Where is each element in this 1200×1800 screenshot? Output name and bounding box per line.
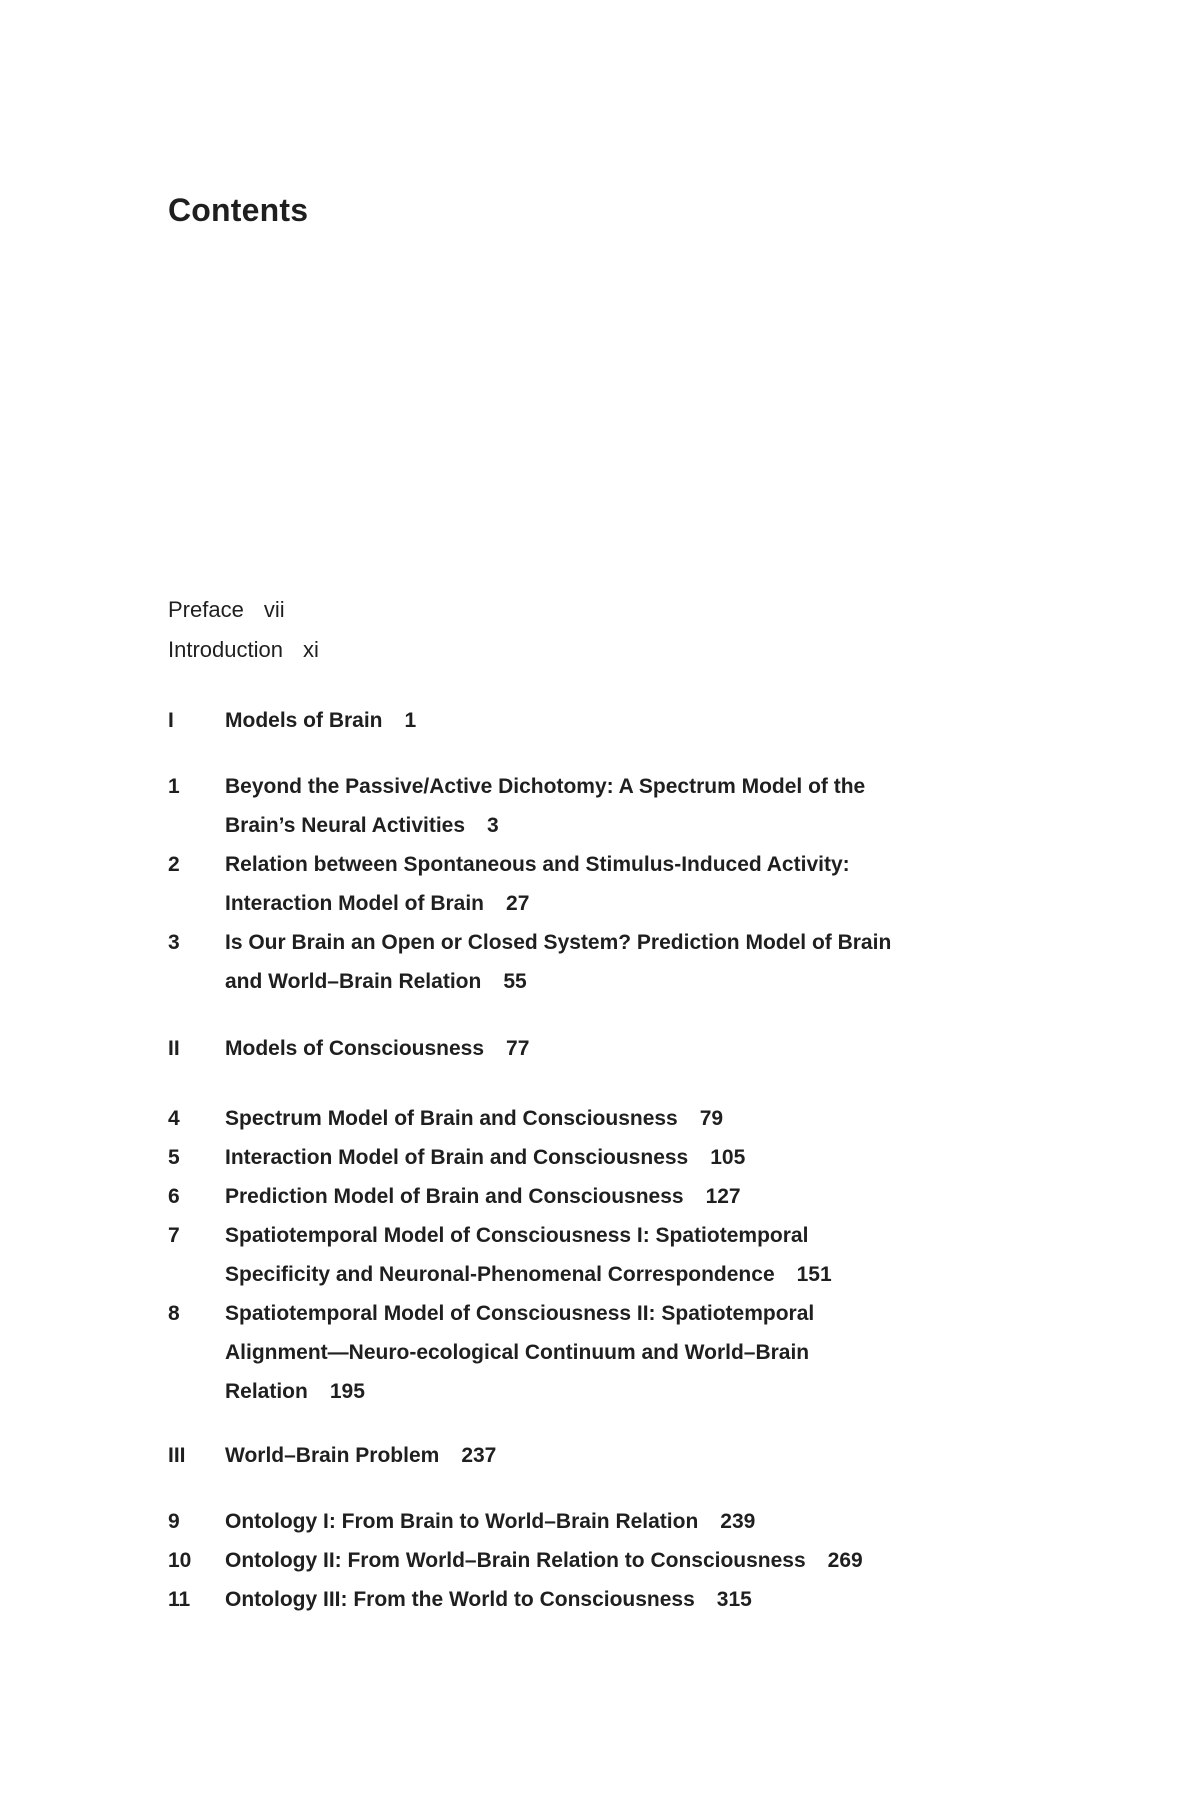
chapter-number: 5 [168, 1146, 180, 1169]
toc-entry-ch8 [168, 1294, 832, 1411]
part-number: III [168, 1444, 186, 1467]
chapter-page: 269 [827, 1549, 863, 1572]
chapter-page: 3 [487, 814, 499, 837]
toc-entry-ch10 [168, 1541, 863, 1580]
toc-chapter-group-2 [168, 1099, 832, 1411]
chapter-title-line: and World–Brain Relation [225, 970, 482, 993]
toc-entry-ch1 [168, 767, 891, 845]
chapter-number: 10 [168, 1549, 192, 1572]
chapter-number: 11 [168, 1588, 191, 1611]
toc-entry-ch6 [168, 1177, 832, 1216]
part-page: 77 [506, 1037, 530, 1060]
chapter-number: 1 [168, 775, 180, 798]
chapter-title-line: Beyond the Passive/Active Dichotomy: A Spectrum Model of the [225, 775, 866, 798]
toc-part-1 [168, 701, 416, 740]
chapter-page: 127 [705, 1185, 741, 1208]
chapter-page: 315 [716, 1588, 752, 1611]
chapter-number: 4 [168, 1107, 180, 1130]
toc-entry-ch9 [168, 1502, 863, 1541]
front-matter-item-preface [168, 590, 319, 630]
front-matter-list [168, 590, 319, 670]
chapter-number: 3 [168, 931, 180, 954]
chapter-title-line: Relation [225, 1380, 308, 1403]
toc-entry-ch11 [168, 1580, 863, 1619]
chapter-page: 79 [699, 1107, 724, 1130]
chapter-title-line: Spatiotemporal Model of Consciousness I: Spatiotemporal [225, 1224, 809, 1247]
chapter-title-line: Alignment—Neuro-ecological Continuum and World–Brain [225, 1341, 810, 1364]
chapter-number: 2 [168, 853, 180, 876]
chapter-page: 195 [329, 1380, 365, 1403]
chapter-number: 7 [168, 1224, 180, 1247]
front-matter-page: xi [302, 637, 319, 662]
front-matter-label: Introduction [168, 637, 283, 662]
chapter-title-line: Spectrum Model of Brain and Consciousness [225, 1107, 678, 1130]
front-matter-item-introduction [168, 630, 319, 670]
chapter-title-line: Is Our Brain an Open or Closed System? Prediction Model of Brain [225, 931, 892, 954]
chapter-page: 27 [506, 892, 530, 915]
chapter-number: 9 [168, 1510, 180, 1533]
chapter-title-line: Interaction Model of Brain and Consciousness [225, 1146, 689, 1169]
toc-entry-ch7 [168, 1216, 832, 1294]
toc-entry-ch3 [168, 923, 891, 1001]
chapter-page: 239 [720, 1510, 756, 1533]
chapter-title-line: Ontology III: From the World to Consciousness [225, 1588, 695, 1611]
toc-chapter-group-1 [168, 767, 891, 1001]
chapter-title-line: Prediction Model of Brain and Consciousness [225, 1185, 684, 1208]
chapter-title-line: Ontology II: From World–Brain Relation to Consciousness [225, 1549, 806, 1572]
part-page: 1 [404, 709, 417, 732]
page-title: Contents [168, 192, 309, 228]
chapter-title-line: Relation between Spontaneous and Stimulus-Induced Activity: [225, 853, 850, 876]
toc-chapter-group-3 [168, 1502, 863, 1619]
toc-entry-ch5 [168, 1138, 832, 1177]
chapter-page: 105 [710, 1146, 746, 1169]
toc-entry-ch4 [168, 1099, 832, 1138]
part-number: I [168, 709, 174, 732]
chapter-title-line: Spatiotemporal Model of Consciousness II: Spatiotemporal [225, 1302, 815, 1325]
toc-entry-ch2 [168, 845, 891, 923]
part-title: Models of Brain [225, 709, 383, 732]
toc-part-2 [168, 1029, 529, 1068]
chapter-title-line: Specificity and Neuronal-Phenomenal Correspondence [225, 1263, 775, 1286]
chapter-title-line: Ontology I: From Brain to World–Brain Relation [225, 1510, 699, 1533]
chapter-page: 55 [503, 970, 527, 993]
toc-part-3 [168, 1436, 496, 1475]
front-matter-label: Preface [168, 597, 244, 622]
part-number: II [168, 1037, 180, 1060]
chapter-page: 151 [796, 1263, 832, 1286]
chapter-title-line: Interaction Model of Brain [225, 892, 485, 915]
part-page: 237 [461, 1444, 497, 1467]
front-matter-page: vii [263, 597, 285, 622]
part-title: Models of Consciousness [225, 1037, 485, 1060]
chapter-number: 6 [168, 1185, 180, 1208]
chapter-number: 8 [168, 1302, 180, 1325]
chapter-title-line: Brain’s Neural Activities [225, 814, 466, 837]
part-title: World–Brain Problem [225, 1444, 440, 1467]
